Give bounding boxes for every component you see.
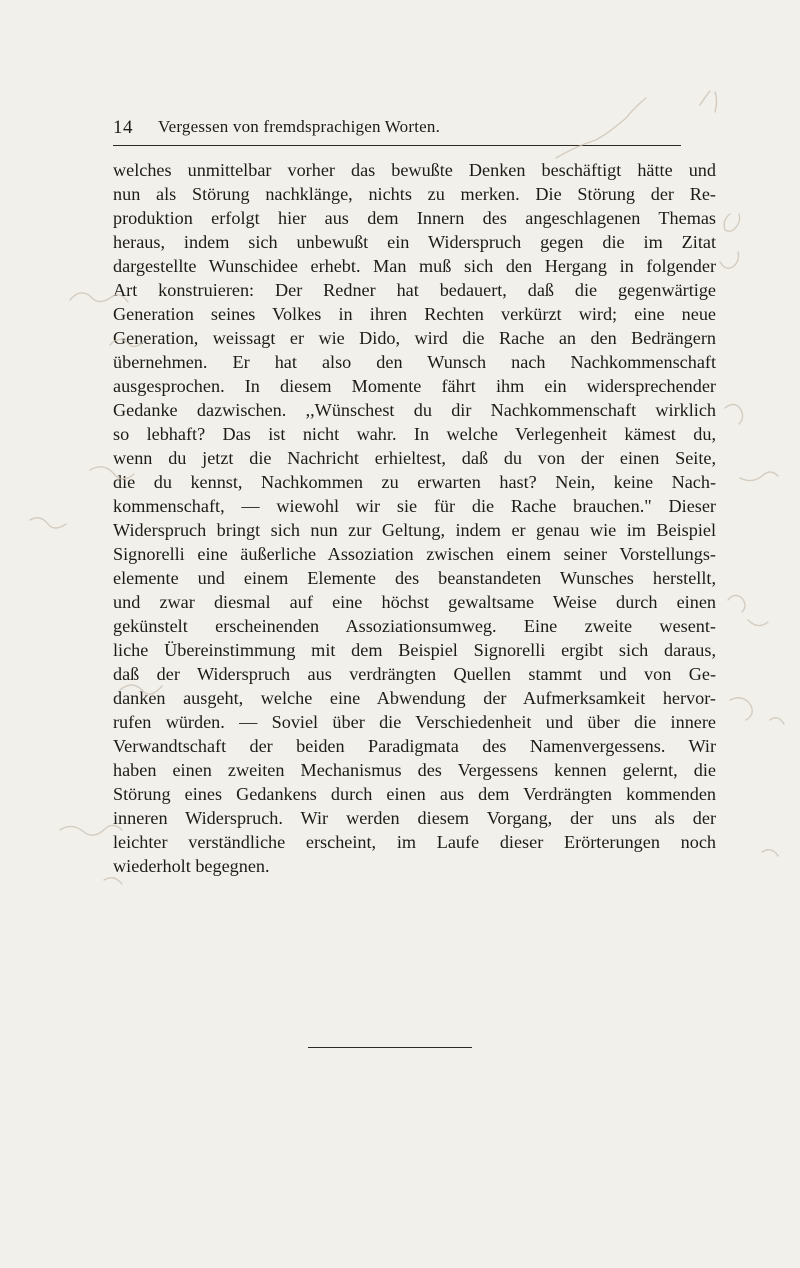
text-line: so lebhaft? Das ist nicht wahr. In welche Verlegenheit kämest du, (113, 424, 716, 444)
header-rule (113, 145, 681, 146)
text-line: Störung eines Gedankens durch einen aus dem Verdrängten kommenden (113, 784, 716, 804)
text-line: nun als Störung nachklänge, nichts zu merken. Die Störung der Re- (113, 184, 716, 204)
text-line: produktion erfolgt hier aus dem Innern des angeschlagenen Themas (113, 208, 716, 228)
text-line: Signorelli eine äußerliche Assoziation zwischen einem seiner Vorstellungs- (113, 544, 716, 564)
text-line: ausgesprochen. In diesem Momente fährt ihm ein widersprechender (113, 376, 716, 396)
text-line: Gedanke dazwischen. ,,Wünschest du dir Nachkommenschaft wirklich (113, 400, 716, 420)
text-line: und zwar diesmal auf eine höchst gewaltsame Weise durch einen (113, 592, 716, 612)
text-line: kommenschaft, — wiewohl wir sie für die Rache brauchen." Dieser (113, 496, 716, 516)
text-line: leichter verständliche erscheint, im Laufe dieser Erörterungen noch (113, 832, 716, 852)
text-line: wiederholt begegnen. (113, 856, 270, 876)
text-line: Widerspruch bringt sich nun zur Geltung, indem er genau wie im Beispiel (113, 520, 716, 540)
text-line: heraus, indem sich unbewußt ein Widerspruch gegen die im Zitat (113, 232, 716, 252)
text-line: rufen würden. — Soviel über die Verschiedenheit und über die innere (113, 712, 716, 732)
text-line: haben einen zweiten Mechanismus des Vergessens kennen gelernt, die (113, 760, 716, 780)
text-line: welches unmittelbar vorher das bewußte Denken beschäftigt hätte und (113, 160, 716, 180)
text-line: liche Übereinstimmung mit dem Beispiel Signorelli ergibt sich daraus, (113, 640, 716, 660)
text-line: die du kennst, Nachkommen zu erwarten hast? Nein, keine Nach- (113, 472, 716, 492)
text-line: wenn du jetzt die Nachricht erhieltest, daß du von der einen Seite, (113, 448, 716, 468)
text-line: dargestellte Wunschidee erhebt. Man muß sich den Hergang in folgender (113, 256, 716, 276)
text-line: übernehmen. Er hat also den Wunsch nach Nachkommenschaft (113, 352, 716, 372)
text-line: gekünstelt erscheinenden Assoziationsumweg. Eine zweite wesent- (113, 616, 716, 636)
text-line: elemente und einem Elemente des beanstandeten Wunsches herstellt, (113, 568, 716, 588)
body-text (113, 158, 716, 878)
text-line: inneren Widerspruch. Wir werden diesem Vorgang, der uns als der (113, 808, 716, 828)
running-head: Vergessen von fremdsprachigen Worten. (158, 117, 441, 136)
text-line: Verwandtschaft der beiden Paradigmata des Namenvergessens. Wir (113, 736, 716, 756)
text-line: Generation, weissagt er wie Dido, wird die Rache an den Bedrängern (113, 328, 716, 348)
page-header (113, 117, 713, 145)
footer-rule (308, 1047, 472, 1048)
text-line: danken ausgeht, welche eine Abwendung der Aufmerksamkeit hervor- (113, 688, 716, 708)
text-line: daß der Widerspruch aus verdrängten Quellen stammt und von Ge- (113, 664, 716, 684)
page-number: 14 (113, 117, 133, 138)
text-line: Generation seines Volkes in ihren Rechten verkürzt wird; eine neue (113, 304, 716, 324)
text-line: Art konstruieren: Der Redner hat bedauert, daß die gegenwärtige (113, 280, 716, 300)
